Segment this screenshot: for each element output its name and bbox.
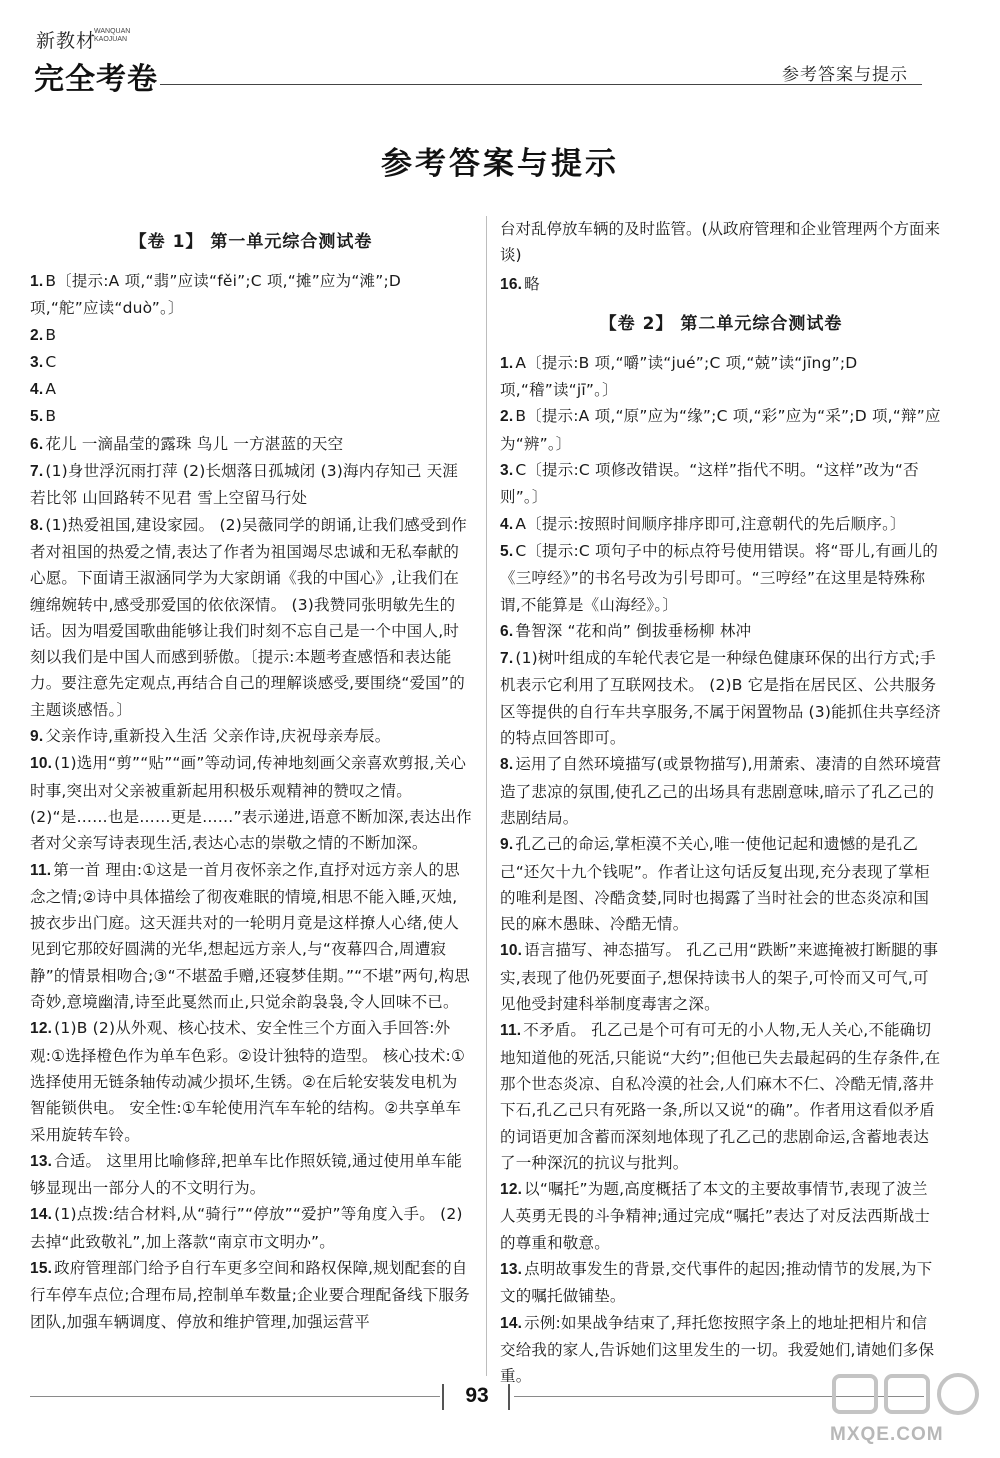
left-column bbox=[30, 216, 472, 1335]
answer-number: 3. bbox=[30, 353, 44, 371]
answer-text: (1)B (2)从外观、核心技术、安全性三个方面入手回答:外观:①选择橙色作为单车色彩。②设计独特的造型。 核心技术:①选择使用无链条轴传动减少损坏,生锈。②在后轮安装发电机为智能锁供电。 安全性:①车轮使用汽车车轮的结构。②共享单车采用旋转车铃。 bbox=[30, 1019, 466, 1144]
answer-text: 孔乙己的命运,掌柜漠不关心,唯一使他记起和遗憾的是孔乙己“还欠十九个钱呢”。作者让这句话反复出现,充分表现了掌柜的唯利是图、冷酷贪婪,同时也揭露了当时社会的世态炎凉和国民的麻木愚昧、冷酷无情。 bbox=[500, 835, 930, 934]
answer-text: 不矛盾。 孔乙己是个可有可无的小人物,无人关心,不能确切地知道他的死活,只能说“大约”;但他已失去最起码的生存条件,在那个世态炎凉、自私冷漠的社会,人们麻木不仁、冷酷无情,落井下石,孔乙己只有死路一条,所以又说“的确”。作者用这看似矛盾的词语更加含蓄而深刻地体现了孔乙己的悲剧命运,含蓄地表达了一种深沉的抗议与批判。 bbox=[500, 1021, 941, 1172]
answer-item bbox=[500, 751, 942, 831]
answer-text: C〔提示:C 项句子中的标点符号使用错误。将“哥儿,有画儿的《三哼经》”的书名号改为引号即可。“三哼经”在这里是特殊称谓,不能算是《山海经》。〕 bbox=[500, 541, 939, 614]
answer-item bbox=[500, 271, 942, 298]
answer-list-2 bbox=[500, 350, 942, 1390]
answer-text: B〔提示:A 项,“翡”应读“fěi”;C 项,“摊”应为“滩”;D 项,“舵”应读“duò”。〕 bbox=[30, 272, 402, 318]
answer-number: 16. bbox=[500, 275, 523, 293]
answer-text: A〔提示:按照时间顺序排序即可,注意朝代的先后顺序。〕 bbox=[515, 514, 906, 533]
answer-item bbox=[500, 618, 942, 645]
page-number: 93 bbox=[465, 1384, 489, 1407]
answer-number: 11. bbox=[30, 861, 52, 879]
answer-number: 3. bbox=[500, 462, 514, 480]
page-title: 参考答案与提示 bbox=[381, 146, 619, 182]
answer-text: 父亲作诗,重新投入生活 父亲作诗,庆祝母亲寿辰。 bbox=[45, 727, 391, 746]
answer-text: (1)选用“剪”“贴”“画”等动词,传神地刻画父亲喜欢剪报,关心时事,突出对父亲被重新起用积极乐观精神的赞叹之情。 (2)“是……也是……更是……”表示递进,语意不断加深,表达出作者对父亲写诗表现生活,表达心志的崇敬之情的不断加深。 bbox=[30, 754, 472, 853]
answer-number: 10. bbox=[500, 942, 523, 960]
answer-item bbox=[500, 403, 942, 457]
answer-item bbox=[30, 376, 472, 403]
answer-item bbox=[500, 511, 942, 538]
answer-number: 9. bbox=[500, 836, 514, 854]
answer-text: 运用了自然环境描写(或景物描写),用萧索、凄清的自然环境营造了悲凉的氛围,使孔乙己的出场具有悲剧意味,暗示了孔乙己的悲剧结局。 bbox=[500, 755, 942, 827]
answer-number: 12. bbox=[500, 1181, 523, 1199]
answer-number: 13. bbox=[30, 1152, 53, 1170]
answer-number: 9. bbox=[30, 728, 44, 746]
answer-item bbox=[500, 457, 942, 511]
answer-text: 第一首 理由:①这是一首月夜怀亲之作,直抒对远方亲人的思念之情;②诗中具体描绘了彻夜难眠的情境,相思不能入睡,灭烛,披衣步出门庭。这天涯共对的一轮明月竟是这样撩人心绪,使人见到它那皎好圆满的光华,想起远方亲人,与“夜幕四合,周遭寂静”的情景相吻合;③“不堪盈手赠,还寝梦佳期。”“不堪”两句,构思奇妙,意境幽清,诗至此戛然而止,只觉余韵袅袅,令人回味不已。 bbox=[30, 860, 470, 1012]
answer-text: 以“嘱托”为题,高度概括了本文的主要故事情节,表现了波兰人英勇无畏的斗争精神;通过完成“嘱托”表达了对反法西斯战士的尊重和敬意。 bbox=[500, 1180, 931, 1252]
answer-number: 8. bbox=[500, 756, 514, 774]
answer-number: 14. bbox=[500, 1314, 523, 1332]
answer-item bbox=[500, 831, 942, 937]
answer-text: C〔提示:C 项修改错误。“这样”指代不明。“这样”改为“否则”。〕 bbox=[500, 461, 919, 507]
answer-item bbox=[500, 937, 942, 1017]
logo-sub-line-2: KAOJUAN bbox=[94, 36, 128, 43]
answer-item bbox=[500, 538, 942, 618]
answer-number: 2. bbox=[500, 408, 514, 426]
right-column bbox=[500, 216, 942, 1389]
answer-text: B bbox=[45, 325, 57, 344]
answer-text: (1)身世浮沉雨打萍 (2)长烟落日孤城闭 (3)海内存知己 天涯若比邻 山回路转不见君 雪上空留马行处 bbox=[30, 462, 459, 508]
answer-item bbox=[30, 349, 472, 376]
answer-number: 4. bbox=[30, 381, 44, 399]
answer-number: 5. bbox=[30, 408, 44, 426]
answer-text: A〔提示:B 项,“嚼”读“jué”;C 项,“兢”读“jīng”;D 项,“稽”读“jī”。〕 bbox=[500, 353, 858, 400]
answer-item bbox=[30, 403, 472, 430]
answer-item bbox=[30, 1255, 472, 1335]
answer-text: C bbox=[45, 352, 57, 371]
answer-item bbox=[30, 723, 472, 750]
answer-text: 政府管理部门给予自行车更多空间和路权保障,规划配套的自行车停车点位;合理布局,控制单车数量;企业要合理配备线下服务团队,加强车辆调度、停放和维护管理,加强运营平 bbox=[30, 1258, 470, 1331]
answer-number: 14. bbox=[30, 1206, 53, 1224]
answer-item bbox=[30, 1148, 472, 1202]
page-header bbox=[0, 0, 1000, 100]
answer-text: (1)树叶组成的车轮代表它是一种绿色健康环保的出行方式;手机表示它利用了互联网技术。 (2)B 它是指在居民区、公共服务区等提供的自行车共享服务,不属于闲置物品 (3)能抓住共享经济的特点回答即可。 bbox=[500, 649, 942, 748]
header-right-label: 参考答案与提示 bbox=[782, 65, 908, 85]
answer-number: 1. bbox=[30, 273, 44, 290]
answer-list-1-tail bbox=[500, 271, 942, 298]
answer-text: A bbox=[45, 380, 57, 399]
footer-bar-left bbox=[442, 1384, 444, 1410]
watermark-text: MXQE.COM bbox=[830, 1424, 944, 1445]
footer-bar-right bbox=[508, 1384, 510, 1410]
answer-text: 点明故事发生的背景,交代事件的起因;推动情节的发展,为下文的嘱托做铺垫。 bbox=[500, 1259, 933, 1306]
answer-text: (1)点拨:结合材料,从“骑行”“停放”“爱护”等角度入手。 (2)去掉“此致敬礼”,加上落款“南京市文明办”。 bbox=[30, 1205, 463, 1251]
answer-number: 6. bbox=[500, 622, 514, 640]
answer-number: 12. bbox=[30, 1020, 53, 1038]
answer-item bbox=[30, 322, 472, 349]
answer-item bbox=[500, 1256, 942, 1310]
answer-number: 1. bbox=[500, 354, 514, 372]
answer-item bbox=[500, 350, 942, 404]
answer-item bbox=[30, 512, 472, 723]
continued-answer: 台对乱停放车辆的及时监管。(从政府管理和企业管理两个方面来谈) bbox=[500, 220, 941, 265]
answer-number: 10. bbox=[30, 755, 53, 773]
answer-item bbox=[30, 1015, 472, 1147]
answer-number: 4. bbox=[500, 515, 514, 533]
answer-text: B bbox=[45, 407, 57, 426]
answer-number: 15. bbox=[30, 1259, 53, 1277]
logo-main-text: 完全考卷 bbox=[34, 62, 158, 97]
answer-number: 13. bbox=[500, 1260, 523, 1278]
column-divider bbox=[486, 216, 487, 1376]
answer-number: 2. bbox=[30, 326, 44, 344]
answer-item bbox=[500, 1017, 942, 1176]
answer-number: 6. bbox=[30, 435, 44, 453]
answer-item bbox=[500, 645, 942, 751]
answer-text: 略 bbox=[524, 274, 540, 293]
answer-item bbox=[30, 431, 472, 458]
footer-rule-left bbox=[30, 1396, 440, 1397]
answer-item bbox=[500, 1176, 942, 1256]
answer-list-1 bbox=[30, 268, 472, 1335]
answer-text: 语言描写、神态描写。 孔乙己用“跌断”来遮掩被打断腿的事实,表现了他仍死要面子,想保持读书人的架子,可怜而又可气,可见他受封建科举制度毒害之深。 bbox=[500, 941, 939, 1014]
answer-item bbox=[30, 750, 472, 856]
answer-text: 合适。 这里用比喻修辞,把单车比作照妖镜,通过使用单车能够显现出一部分人的不文明行为。 bbox=[30, 1151, 463, 1198]
logo-top-text: 新教材 bbox=[36, 30, 97, 52]
answer-number: 11. bbox=[500, 1022, 522, 1040]
answer-number: 7. bbox=[30, 463, 44, 481]
answer-number: 5. bbox=[500, 542, 514, 560]
header-rule bbox=[160, 84, 922, 85]
answer-item bbox=[30, 1201, 472, 1255]
answer-text: 花儿 一滴晶莹的露珠 鸟儿 一方湛蓝的天空 bbox=[45, 434, 344, 453]
answer-number: 8. bbox=[30, 516, 44, 534]
section-title-1: 【卷 1】 第一单元综合测试卷 bbox=[129, 232, 373, 252]
answer-text: (1)热爱祖国,建设家园。 (2)吴薇同学的朗诵,让我们感受到作者对祖国的热爱之情,表达了作者为祖国竭尽忠诚和无私奉献的心愿。下面请王淑涵同学为大家朗诵《我的中国心》,让我们在缠绵婉转中,感受那爱国的依依深情。 (3)我赞同张明敏先生的话。因为唱爱国歌曲能够让我们时刻不忘自己是一个中国人,时刻以我们是中国人而感到骄傲。〔提示:本题考查感悟和表达能力。要注意先定观点,再结合自己的理解谈感受,要围绕“爱国”的主题谈感悟。〕 bbox=[30, 515, 467, 719]
answer-text: 示例:如果战争结束了,拜托您按照字条上的地址把相片和信交给我的家人,告诉她们这里发生的一切。我爱她们,请她们多保重。 bbox=[500, 1313, 935, 1386]
section-title-2: 【卷 2】 第二单元综合测试卷 bbox=[599, 313, 843, 334]
logo-sub-line-1: WANQUAN bbox=[94, 28, 131, 35]
answer-number: 7. bbox=[500, 650, 514, 668]
answer-item bbox=[30, 857, 472, 1016]
answer-text: B〔提示:A 项,“原”应为“缘”;C 项,“彩”应为“采”;D 项,“辩”应为“辨”。〕 bbox=[500, 407, 941, 453]
answer-item bbox=[30, 458, 472, 512]
answer-item bbox=[30, 268, 472, 322]
logo-sub-text bbox=[94, 28, 130, 44]
answer-text: 鲁智深 “花和尚” 倒拔垂杨柳 林冲 bbox=[515, 621, 752, 640]
